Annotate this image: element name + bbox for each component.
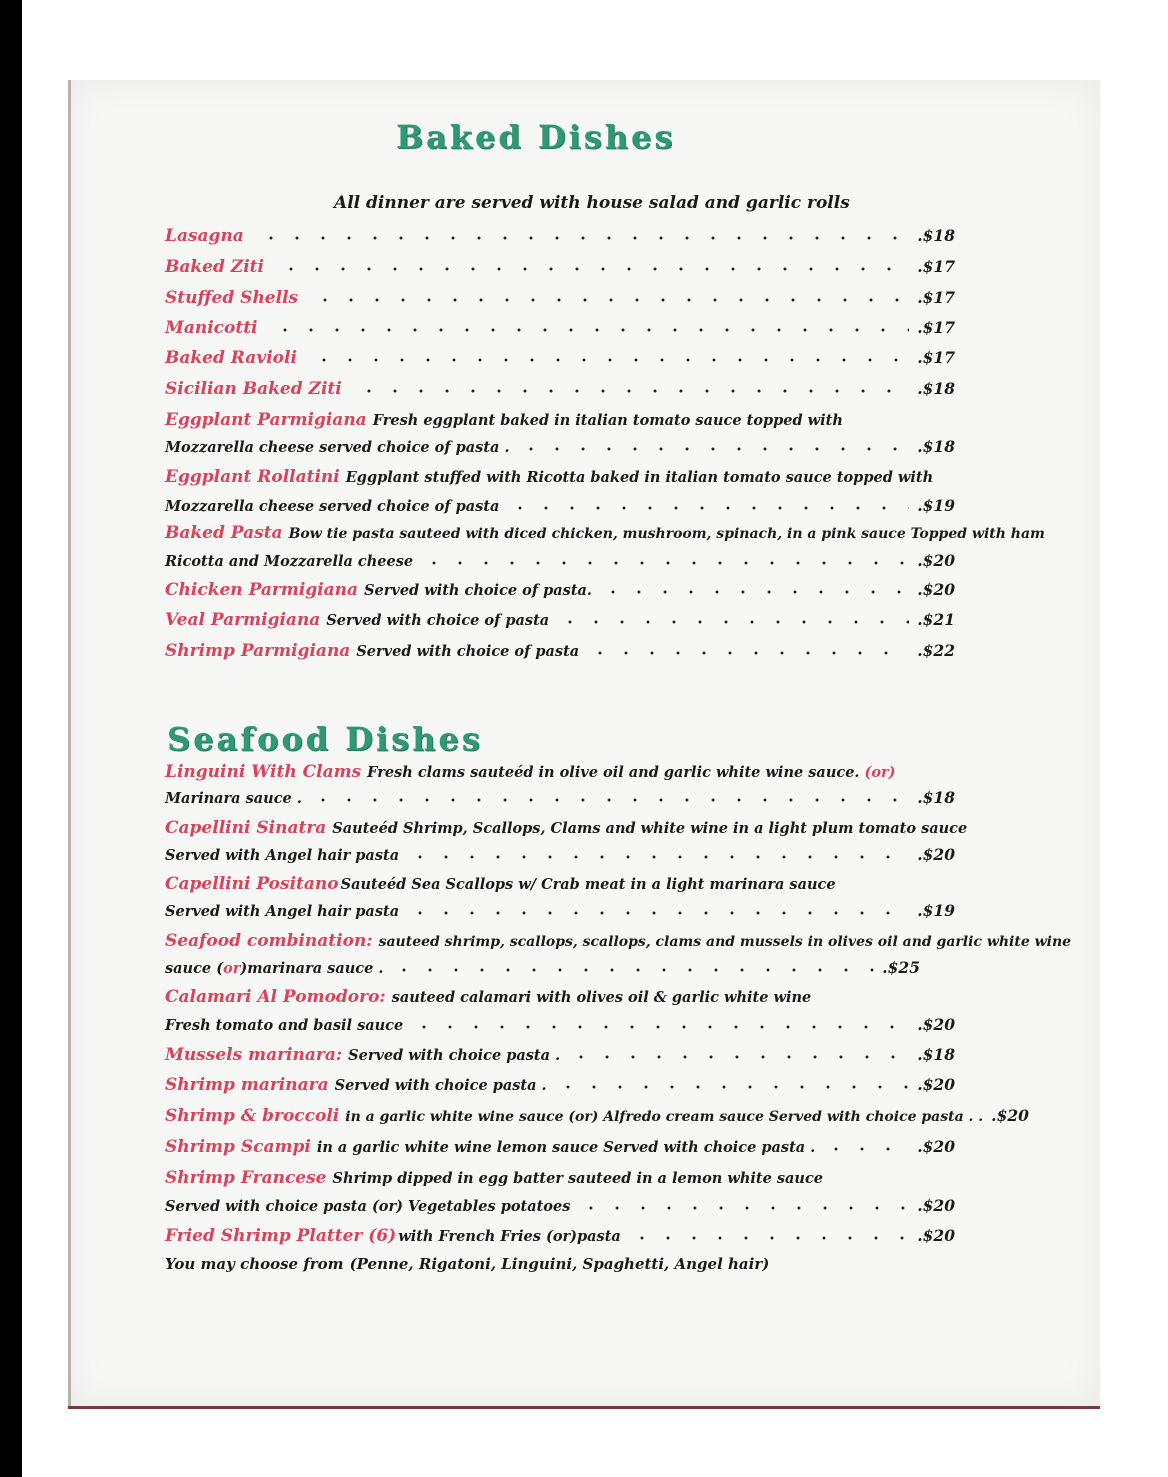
item-description: sauce ( xyxy=(165,960,224,977)
menu-item-continued xyxy=(165,496,955,520)
menu-item xyxy=(165,931,1072,955)
item-name: Baked Ziti xyxy=(165,257,264,277)
item-name: Linguini With Clams xyxy=(165,762,362,782)
leader-dots xyxy=(311,357,909,363)
item-name: Eggplant Parmigiana xyxy=(165,410,367,430)
leader-dots xyxy=(356,388,910,394)
menu-item xyxy=(165,580,955,604)
item-name: Sicilian Baked Ziti xyxy=(165,379,342,399)
item-price: .$20 xyxy=(917,580,955,599)
page-edge xyxy=(68,80,71,1406)
item-description: Sauteéd Shrimp, Scallops, Clams and white wine in a light plum tomato sauce xyxy=(332,820,968,837)
item-price: .$18 xyxy=(917,437,955,456)
seafood-dishes-heading: Seafood Dishes xyxy=(167,720,483,758)
leader-dots xyxy=(407,910,909,916)
baked-dishes-heading: Baked Dishes xyxy=(396,118,676,156)
item-description: sauteed shrimp, scallops, scallops, clams and mussels in olives oil and garlic white wine xyxy=(378,934,1072,950)
item-description: Served with choice of pasta. xyxy=(364,582,592,599)
left-edge-bar xyxy=(0,0,22,1477)
baked-subtitle: All dinner are served with house salad and garlic rolls xyxy=(334,193,850,213)
menu-item xyxy=(165,288,955,312)
menu-item xyxy=(165,987,955,1011)
menu-item xyxy=(165,318,955,342)
item-price: .$20 xyxy=(991,1106,1029,1125)
item-description: Eggplant stuffed with Ricotta baked in italian tomato sauce topped with xyxy=(345,469,934,486)
item-name: Chicken Parmigiana xyxy=(165,580,359,600)
menu-item-continued xyxy=(165,551,955,575)
item-description: Fresh eggplant baked in italian tomato sauce topped with xyxy=(372,412,843,429)
item-name: Capellini Sinatra xyxy=(165,818,327,838)
item-price: .$18 xyxy=(917,1045,955,1064)
item-description: Served with choice pasta . xyxy=(334,1077,547,1094)
item-name: Seafood combination: xyxy=(165,931,373,951)
leader-dots xyxy=(312,297,909,303)
item-price: .$18 xyxy=(917,379,955,398)
item-description: Served with Angel hair pasta xyxy=(165,847,400,864)
item-description: Marinara sauce . xyxy=(165,790,302,807)
menu-item-continued xyxy=(165,1196,955,1220)
leader-dots xyxy=(587,650,909,656)
menu-item-continued xyxy=(165,845,955,869)
item-name: Shrimp Francese xyxy=(165,1168,327,1188)
item-description: Bow tie pasta sauteed with diced chicken, mushroom, spinach, in a pink sauce Topped with ham xyxy=(288,526,1045,542)
item-price: .$17 xyxy=(917,288,955,307)
item-description: with French Fries (or)pasta xyxy=(398,1228,621,1245)
menu-item xyxy=(165,257,955,281)
item-description: Served with choice of pasta xyxy=(326,612,550,629)
item-name: Fried Shrimp Platter (6) xyxy=(165,1226,397,1246)
leader-dots xyxy=(407,854,909,860)
menu-item xyxy=(165,348,955,372)
leader-dots xyxy=(629,1235,909,1241)
leader-dots xyxy=(600,589,909,595)
item-name: Shrimp Scampi xyxy=(165,1137,311,1157)
item-price: .$18 xyxy=(917,788,955,807)
item-price: .$21 xyxy=(917,610,955,629)
item-name: Baked Ravioli xyxy=(165,348,297,368)
item-price: .$20 xyxy=(917,1075,955,1094)
item-description: Fresh clams sauteéd in olive oil and garlic white wine sauce. xyxy=(367,764,860,781)
item-name: Capellini Positano xyxy=(165,874,339,894)
item-price: .$17 xyxy=(917,318,955,337)
item-price: .$20 xyxy=(917,1196,955,1215)
menu-item xyxy=(165,1045,955,1069)
pasta-choice-options: (Penne, Rigatoni, Linguini, Spaghetti, Angel hair) xyxy=(349,1255,770,1273)
item-description: in a garlic white wine sauce (or) Alfredo cream sauce Served with choice pasta . . xyxy=(345,1109,984,1125)
item-description: Shrimp dipped in egg batter sauteed in a lemon white sauce xyxy=(332,1170,823,1187)
menu-item xyxy=(165,874,955,898)
item-description: )marinara sauce . xyxy=(240,960,384,977)
menu-item-continued xyxy=(165,788,955,812)
item-name: Shrimp Parmigiana xyxy=(165,641,351,661)
item-name: Stuffed Shells xyxy=(165,288,299,308)
menu-item-continued xyxy=(165,901,955,925)
item-name: Lasagna xyxy=(165,226,244,246)
item-price: .$20 xyxy=(917,551,955,570)
item-description: Sauteéd Sea Scallops w/ Crab meat in a light marinara sauce xyxy=(340,876,836,893)
menu-item xyxy=(165,1168,955,1192)
item-price: .$25 xyxy=(882,958,920,977)
leader-dots xyxy=(823,1146,909,1152)
leader-dots xyxy=(518,446,910,452)
item-description: Served with choice pasta . xyxy=(348,1047,561,1064)
menu-item xyxy=(165,523,1045,547)
item-name: Shrimp marinara xyxy=(165,1075,329,1095)
item-price: .$20 xyxy=(917,1226,955,1245)
leader-dots xyxy=(507,505,909,511)
item-price: .$20 xyxy=(917,1015,955,1034)
item-description: Mozzarella cheese served choice of pasta xyxy=(165,498,500,515)
pasta-choice-label: You may choose from xyxy=(165,1255,344,1273)
menu-item-continued xyxy=(165,437,955,461)
item-name: Eggplant Rollatini xyxy=(165,467,340,487)
leader-dots xyxy=(557,619,909,625)
item-price: .$20 xyxy=(917,845,955,864)
menu-item xyxy=(165,410,955,434)
item-description: Served with choice pasta (or) Vegetables potatoes xyxy=(165,1198,571,1215)
menu-item xyxy=(165,762,955,786)
menu-item xyxy=(165,1075,955,1099)
leader-dots xyxy=(310,797,909,803)
leader-dots xyxy=(578,1205,909,1211)
pasta-choice-note xyxy=(165,1255,955,1279)
leader-dots xyxy=(258,235,909,241)
item-price: .$19 xyxy=(917,901,955,920)
menu-item xyxy=(165,226,955,250)
item-price: .$20 xyxy=(917,1137,955,1156)
item-description-or: or xyxy=(223,960,241,977)
item-description: sauteed calamari with olives oil & garlic white wine xyxy=(391,989,812,1006)
leader-dots xyxy=(555,1084,910,1090)
leader-dots xyxy=(391,967,874,973)
menu-item xyxy=(165,379,955,403)
menu-item xyxy=(165,610,955,634)
item-price: .$22 xyxy=(917,641,955,660)
item-price: .$19 xyxy=(917,496,955,515)
leader-dots xyxy=(421,560,909,566)
menu-item xyxy=(165,1226,955,1250)
item-name: Manicotti xyxy=(165,318,258,338)
leader-dots xyxy=(411,1024,909,1030)
item-price: .$17 xyxy=(917,257,955,276)
menu-item xyxy=(165,641,955,665)
leader-dots xyxy=(568,1054,909,1060)
menu-item-continued xyxy=(165,958,920,982)
item-description: Served with Angel hair pasta xyxy=(165,903,400,920)
item-price: .$18 xyxy=(917,226,955,245)
menu-item xyxy=(165,467,955,491)
menu-item xyxy=(165,818,968,842)
item-name: Shrimp & broccoli xyxy=(165,1106,340,1126)
item-description: Mozzarella cheese served choice of pasta . xyxy=(165,439,510,456)
menu-item xyxy=(165,1137,955,1161)
item-name: Baked Pasta xyxy=(165,523,283,543)
item-description: Ricotta and Mozzarella cheese xyxy=(165,553,414,570)
item-description-or: (or) xyxy=(864,764,896,781)
menu-item-continued xyxy=(165,1015,955,1039)
item-description: Fresh tomato and basil sauce xyxy=(165,1017,404,1034)
item-name: Calamari Al Pomodoro: xyxy=(165,987,386,1007)
item-name: Mussels marinara: xyxy=(165,1045,343,1065)
leader-dots xyxy=(278,266,909,272)
item-name: Veal Parmigiana xyxy=(165,610,321,630)
item-price: .$17 xyxy=(917,348,955,367)
menu-item xyxy=(165,1106,1029,1130)
item-description: in a garlic white wine lemon sauce Served with choice pasta . xyxy=(316,1139,816,1156)
item-description: Served with choice of pasta xyxy=(356,643,580,660)
leader-dots xyxy=(272,327,910,333)
